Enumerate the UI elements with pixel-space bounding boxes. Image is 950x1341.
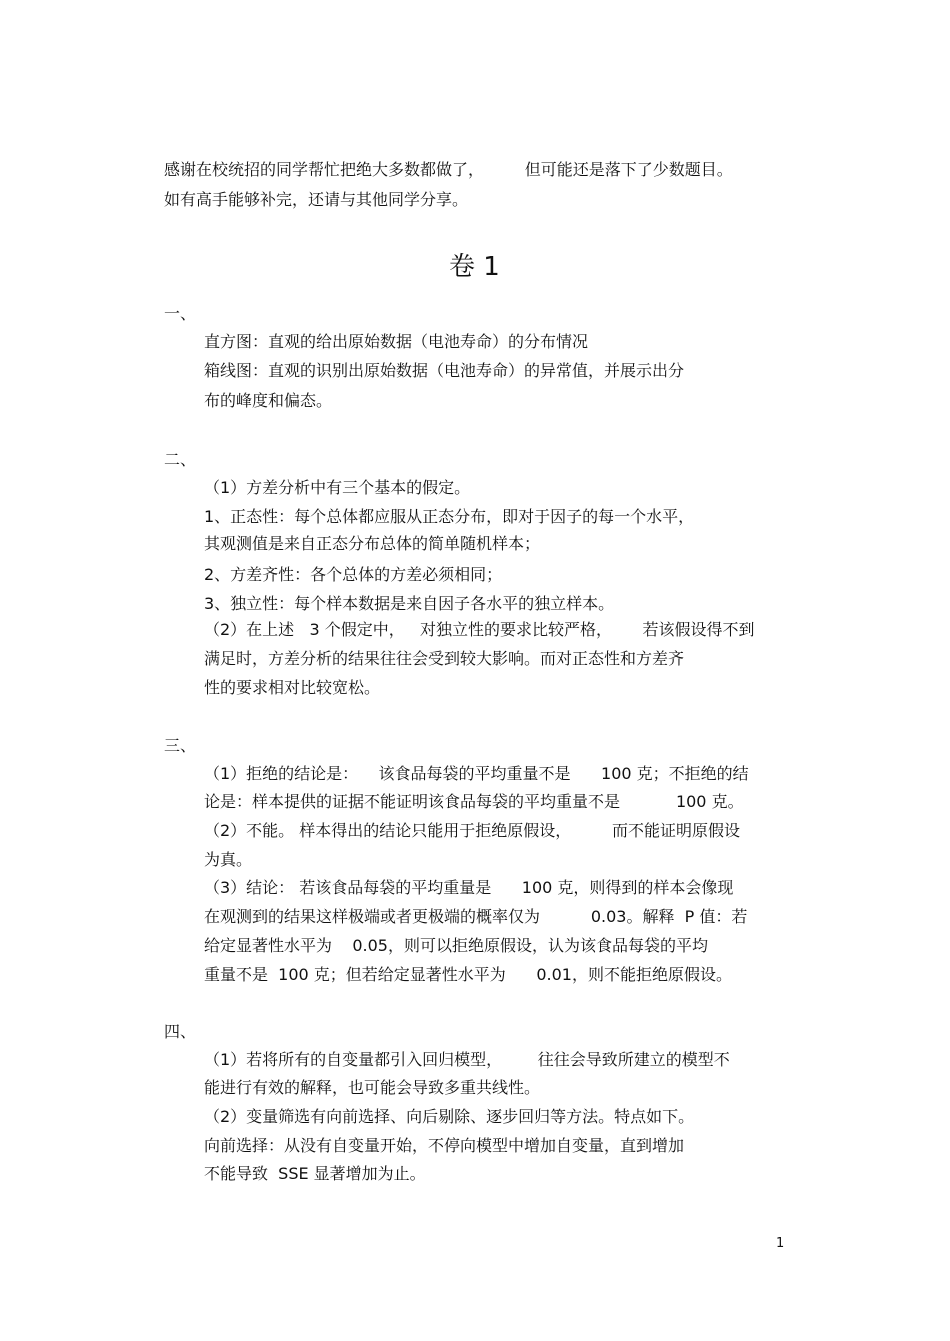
section-3-line-6: 在观测到的结果这样极端或者更极端的概率仅为 0.03。解释 P 值：若: [204, 907, 748, 926]
section-1-line-1: 直方图：直观的给出原始数据（电池寿命）的分布情况: [204, 332, 589, 351]
section-2-line-3: 其观测值是来自正态分布总体的简单随机样本；: [204, 534, 541, 553]
section-1-line-3: 布的峰度和偏态。: [204, 391, 333, 410]
page-number: 1: [776, 1236, 785, 1251]
section-3-line-3: （2）不能。 样本得出的结论只能用于拒绝原假设， 而不能证明原假设: [204, 821, 740, 840]
section-2-line-7: 满足时，方差分析的结果往往会受到较大影响。而对正态性和方差齐: [204, 649, 685, 668]
section-2-line-2: 1、正态性：每个总体都应服从正态分布，即对于因子的每一个水平，: [204, 507, 695, 526]
intro-line-2: 如有高手能够补完，还请与其他同学分享。: [164, 190, 469, 209]
page-title: 卷 1: [449, 252, 500, 282]
section-2-heading: 二、: [164, 450, 197, 469]
section-3-line-2: 论是：样本提供的证据不能证明该食品每袋的平均重量不是 100 克。: [204, 792, 744, 811]
section-3-line-7: 给定显著性水平为 0.05，则可以拒绝原假设，认为该食品每袋的平均: [204, 936, 708, 955]
section-1-line-2: 箱线图：直观的识别出原始数据（电池寿命）的异常值，并展示出分: [204, 361, 685, 380]
section-4-line-4: 向前选择：从没有自变量开始，不停向模型中增加自变量，直到增加: [204, 1136, 685, 1155]
section-1-heading: 一、: [164, 304, 197, 323]
section-4-line-3: （2）变量筛选有向前选择、向后剔除、逐步回归等方法。特点如下。: [204, 1107, 695, 1126]
section-2-line-8: 性的要求相对比较宽松。: [204, 678, 381, 697]
section-2-line-4: 2、方差齐性：各个总体的方差必须相同；: [204, 565, 503, 584]
section-3-heading: 三、: [164, 736, 197, 755]
section-4-line-5: 不能导致 SSE 显著增加为止。: [204, 1164, 426, 1183]
section-3-line-5: （3）结论： 若该食品每袋的平均重量是 100 克，则得到的样本会像现: [204, 878, 734, 897]
section-4-line-2: 能进行有效的解释，也可能会导致多重共线性。: [204, 1078, 541, 1097]
intro-line-1: 感谢在校统招的同学帮忙把绝大多数都做了， 但可能还是落下了少数题目。: [164, 160, 733, 179]
section-2-line-5: 3、独立性：每个样本数据是来自因子各水平的独立样本。: [204, 594, 615, 613]
section-4-heading: 四、: [164, 1022, 197, 1041]
section-3-line-1: （1）拒绝的结论是： 该食品每袋的平均重量不是 100 克；不拒绝的结: [204, 764, 749, 783]
section-3-line-8: 重量不是 100 克；但若给定显著性水平为 0.01，则不能拒绝原假设。: [204, 965, 732, 984]
section-4-line-1: （1）若将所有的自变量都引入回归模型， 往往会导致所建立的模型不: [204, 1050, 730, 1069]
section-2-line-1: （1）方差分析中有三个基本的假定。: [204, 478, 471, 497]
section-3-line-4: 为真。: [204, 850, 253, 869]
section-2-line-6: （2）在上述 3 个假定中， 对独立性的要求比较严格， 若该假设得不到: [204, 620, 755, 639]
